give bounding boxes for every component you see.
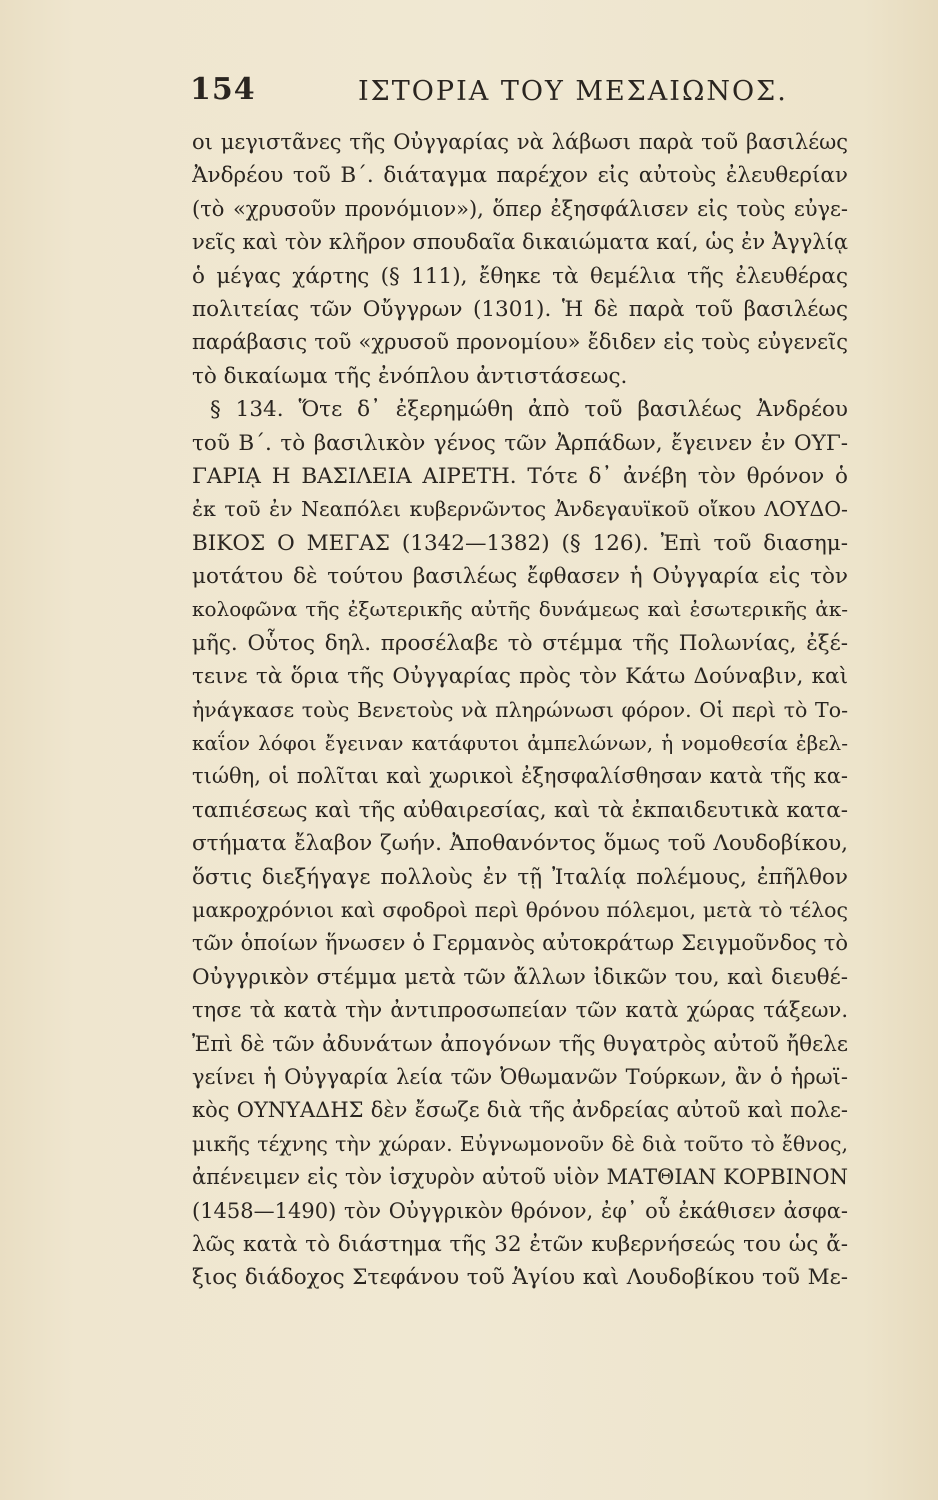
- text-line: ΒΙΚΟΣ Ο ΜΕΓΑΣ (1342—1382) (§ 126). Ἐπὶ τοῦ διασημ-: [192, 530, 848, 556]
- section-heading-line: § 134. Ὅτε δ᾿ ἐξερημώθη ἀπὸ τοῦ βασιλέως Ἀνδρέου: [210, 397, 848, 423]
- text-line: στήματα ἔλαβον ζωήν. Ἀποθανόντος ὅμως τοῦ Λουδοβίκου,: [192, 831, 848, 857]
- text-line: τιώθη, οἱ πολῖται καὶ χωρικοὶ ἐξησφαλίσθησαν κατὰ τῆς κα-: [192, 764, 848, 789]
- text-line: λῶς κατὰ τὸ διάστημα τῆς 32 ἐτῶν κυβερνήσεώς του ὡς ἄ-: [192, 1231, 848, 1257]
- text-line: ἠνάγκασε τοὺς Βενετοὺς νὰ πληρώνωσι φόρον. Οἱ περὶ τὸ Το-: [192, 697, 848, 722]
- text-line: ταπιέσεως καὶ τῆς αὐθαιρεσίας, καὶ τὰ ἐκπαιδευτικὰ κατα-: [192, 797, 848, 823]
- text-line: καΐον λόφοι ἔγειναν κατάφυτοι ἀμπελώνων, ἡ νομοθεσία ἐβελ-: [192, 731, 848, 756]
- text-line: Οὐγγρικὸν στέμμα μετὰ τῶν ἄλλων ἰδικῶν του, καὶ διευθέ-: [192, 964, 848, 990]
- text-line: κὸς ΟΥΝΥΑΔΗΣ δὲν ἔσωζε διὰ τῆς ἀνδρείας αὐτοῦ καὶ πολε-: [192, 1098, 848, 1123]
- text-line: τὸ δικαίωμα τῆς ἐνόπλου ἀντιστάσεως.: [192, 363, 628, 389]
- text-line: ὅστις διεξήγαγε πολλοὺς ἐν τῇ Ἰταλίᾳ πολέμους, ἐπῆλθον: [192, 864, 848, 890]
- page-number: 154: [190, 72, 256, 107]
- text-line: γείνει ἡ Οὐγγαρία λεία τῶν Ὀθωμανῶν Τούρκων, ἂν ὁ ἡρωϊ-: [192, 1064, 848, 1089]
- text-line: Ἐπὶ δὲ τῶν ἀδυνάτων ἀπογόνων τῆς θυγατρὸς αὐτοῦ ἤθελε: [192, 1031, 848, 1057]
- text-line: τῶν ὁποίων ἥνωσεν ὁ Γερμανὸς αὐτοκράτωρ Σειγμοῦνδος τὸ: [192, 931, 848, 956]
- text-line: ἐκ τοῦ ἐν Νεαπόλει κυβερνῶντος Ἀνδεγαυϊκοῦ οἴκου ΛΟΥΔΟ-: [192, 497, 848, 522]
- text-line: οι μεγιστᾶνες τῆς Οὐγγαρίας νὰ λάβωσι παρὰ τοῦ βασιλέως: [192, 130, 848, 154]
- text-line: μικῆς τέχνης τὴν χώραν. Εὐγνωμονοῦν δὲ διὰ τοῦτο τὸ ἔθνος,: [192, 1131, 848, 1156]
- text-line: μοτάτου δὲ τούτου βασιλέως ἔφθασεν ἡ Οὐγγαρία εἰς τὸν: [192, 564, 848, 590]
- text-line: Ἀνδρέου τοῦ Β΄. διάταγμα παρέχον εἰς αὐτοὺς ἐλευθερίαν: [192, 163, 848, 189]
- running-head: ΙΣΤΟΡΙΑ ΤΟΥ ΜΕΣΑΙΩΝΟΣ.: [358, 76, 788, 107]
- text-line: τοῦ Β΄. τὸ βασιλικὸν γένος τῶν Ἀρπάδων, ἔγεινεν ἐν ΟΥΓ-: [192, 430, 848, 456]
- text-line: πολιτείας τῶν Οὔγγρων (1301). Ἡ δὲ παρὰ τοῦ βασιλέως: [192, 296, 848, 322]
- page-header: [190, 72, 870, 108]
- text-line: τεινε τὰ ὅρια τῆς Οὐγγαρίας πρὸς τὸν Κάτω Δούναβιν, καὶ: [192, 664, 848, 690]
- text-line: τησε τὰ κατὰ τὴν ἀντιπροσωπείαν τῶν κατὰ χώρας τάξεων.: [192, 998, 848, 1023]
- text-line: ΓΑΡΙᾼ Η ΒΑΣΙΛΕΙΑ ΑΙΡΕΤΗ. Τότε δ᾿ ἀνέβη τὸν θρόνον ὁ: [192, 463, 848, 489]
- text-line: νεῖς καὶ τὸν κλῆρον σπουδαῖα δικαιώματα καί, ὡς ἐν Ἀγγλίᾳ: [192, 230, 848, 255]
- body-text: [192, 126, 848, 1295]
- text-line: ἀπένειμεν εἰς τὸν ἰσχυρὸν αὐτοῦ υἱὸν ΜΑΤΘΙΑΝ ΚΟΡΒΙΝΟΝ: [192, 1165, 848, 1190]
- text-line: ξιος διάδοχος Στεφάνου τοῦ Ἁγίου καὶ Λουδοβίκου τοῦ Με-: [192, 1265, 848, 1291]
- text-line: κολοφῶνα τῆς ἐξωτερικῆς αὐτῆς δυνάμεως καὶ ἐσωτερικῆς ἀκ-: [192, 597, 848, 622]
- text-line: (τὸ «χρυσοῦν προνόμιον»), ὅπερ ἐξησφάλισεν εἰς τοὺς εὐγε-: [192, 196, 848, 221]
- text-line: (1458—1490) τὸν Οὐγγρικὸν θρόνον, ἐφ᾿ οὗ ἐκάθισεν ἀσφα-: [192, 1198, 848, 1223]
- text-line: παράβασις τοῦ «χρυσοῦ προνομίου» ἔδιδεν εἰς τοὺς εὐγενεῖς: [192, 330, 848, 355]
- text-line: μῆς. Οὗτος δηλ. προσέλαβε τὸ στέμμα τῆς Πολωνίας, ἐξέ-: [192, 630, 848, 656]
- text-line: μακροχρόνιοι καὶ σφοδροὶ περὶ θρόνου πόλεμοι, μετὰ τὸ τέλος: [192, 897, 848, 922]
- text-line: ὁ μέγας χάρτης (§ 111), ἔθηκε τὰ θεμέλια τῆς ἐλευθέρας: [192, 263, 848, 289]
